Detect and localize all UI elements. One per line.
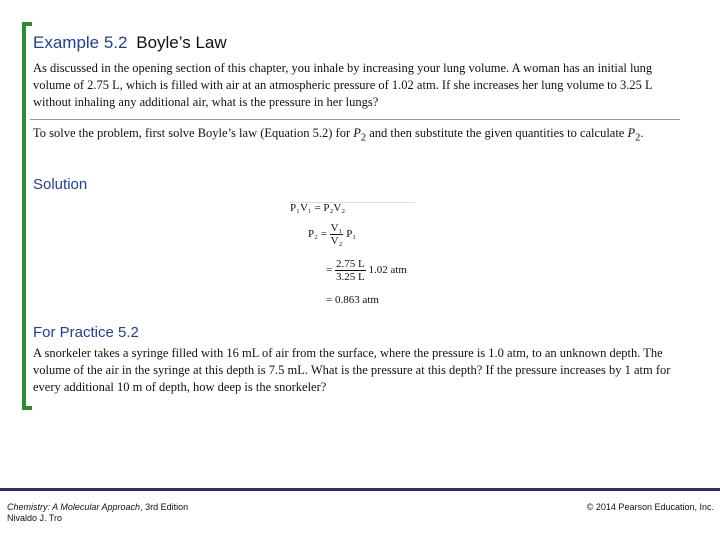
strategy-before: To solve the problem, first solve Boyle’s law (Equation 5.2) for [33,126,354,140]
strategy-middle: and then substitute the given quantities to calculate [366,126,628,140]
eq3-equals: = [326,264,333,277]
footer-edition: , 3rd Edition [140,502,189,512]
eq3-numerator: 2.75 L [335,258,365,270]
eq2-denominator: V₂ [330,235,343,247]
solution-heading: Solution [33,176,88,193]
problem-statement: As discussed in the opening section of this chapter, you inhale by increasing your lung volume. A woman has an initial lung volume of 2.75 L, which is filled with air at an atmospheric pressure of 1.02 atm. If she increases her lung volume to 3.25 L without inhaling any additional air, what is the pressure in her lungs? [33,61,653,109]
strategy-var1-sub: 2 [360,132,367,144]
practice-problem: A snorkeler takes a syringe filled with 16 mL of air from the surface, where the pressure is 1.0 atm, to an unknown depth. The volume of the air in the syringe at this depth is 7.5 mL. What is the pressure at this depth? If the pressure increases by 1 atm for every additional 10 m of depth, how deep is the snorkeler? [33,346,671,394]
footer-divider [0,488,720,491]
footer-citation [7,502,188,524]
solution-equations [290,200,430,312]
eq3-denominator: 3.25 L [335,271,365,283]
eq3-fraction [335,258,366,283]
green-bracket-decoration [22,22,32,410]
strategy-var1: P [353,126,361,140]
footer-copyright: © 2014 Pearson Education, Inc. [586,502,714,512]
eq2-lhs: P₂ = [308,228,327,241]
footer-book-title: Chemistry: A Molecular Approach [7,502,141,512]
section-divider [30,119,680,120]
equation-substitution [326,258,407,283]
eq2-numerator: V₁ [330,222,343,234]
strategy-var2-sub: 2 [635,132,641,144]
eq2-tail: P₁ [346,228,357,241]
example-number: Example 5.2 [33,33,128,52]
strategy-text [33,125,688,147]
example-title [33,33,227,53]
example-name: Boyle’s Law [136,33,227,52]
strategy-after: . [640,126,644,140]
equation-result: = 0.863 atm [326,294,379,306]
footer-author: Nivaldo J. Tro [7,513,63,523]
eq2-fraction [330,222,344,247]
equation-solve-p2 [308,222,356,247]
practice-heading: For Practice 5.2 [33,324,139,341]
strategy-var2: P [627,126,636,140]
eq3-tail: 1.02 atm [368,264,407,277]
equation-boyles-law: P₁V₁ = P₂V₂ [290,202,346,214]
